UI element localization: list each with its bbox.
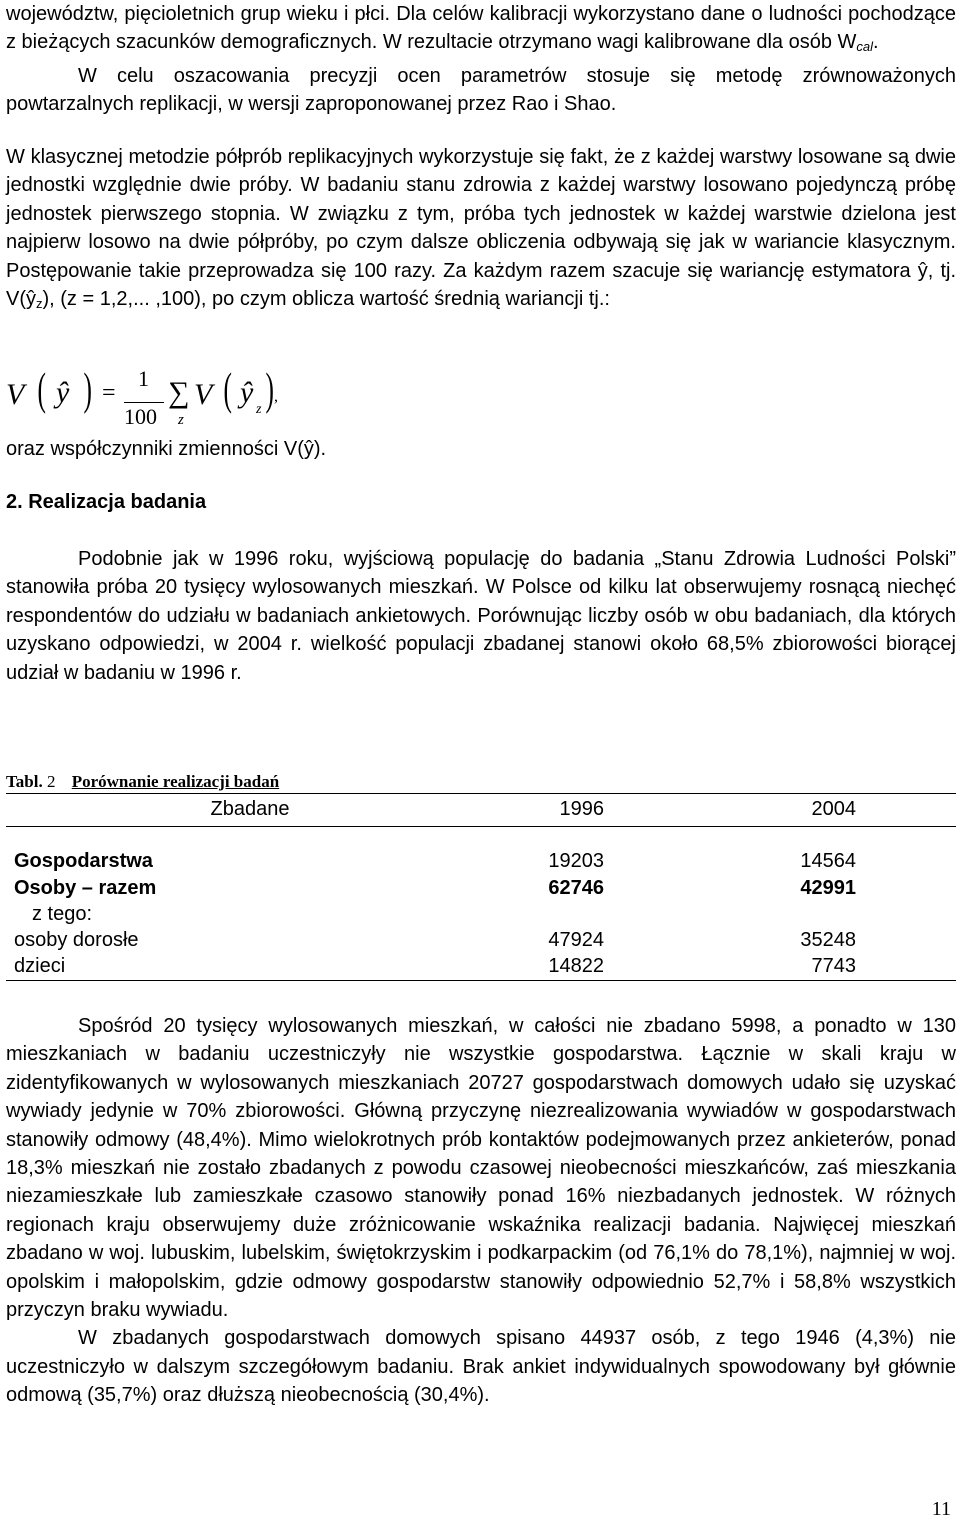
table-header-zbadane: Zbadane — [210, 798, 290, 820]
subscript-cal: cal — [856, 39, 873, 55]
formula-yhat-left: ŷ — [56, 376, 70, 409]
replication-text: W klasycznej metodzie półprób replikacyjnych wykorzystuje się fakt, że z każdej warstwy losowane są dwie jednostki względnie dwie próby. W badaniu stanu zdrowia z każdej warstwy losowano pojedynczą próbę jednostek pierwszego stopnia. W związku z tym, próba tych jednostek w każdej warstwie dzielona jest najpierw losowo na dwie półpróby, po czym dalsze obliczenia odbywają się jak w wariancie klasycznym. Postępowanie takie przeprowadza się 100 razy. Za każdym razem szacuje się wariancję estymatora ŷ, tj. V(ŷ — [6, 146, 956, 311]
formula-yhat-right: ŷ — [240, 376, 254, 409]
table-cell-2004: 35248 — [800, 929, 856, 951]
table-caption-number: 2 — [46, 772, 56, 791]
table-cell-1996: 47924 — [548, 929, 604, 951]
table-cell-1996: 19203 — [548, 850, 604, 872]
subscript-z: z — [36, 296, 43, 312]
intro-text: województw, pięcioletnich grup wieku i płci. Dla celów kalibracji wykorzystano dane o ludności pochodzące z bieżących szacunków demograficznych. W rezultacie otrzymano wagi kalibrowane dla osób W — [6, 3, 956, 54]
fraction-bar — [124, 402, 164, 403]
closing-paragraphs — [6, 1012, 956, 1410]
table-cell-2004: 14564 — [800, 850, 856, 872]
individual-survey-paragraph: W zbadanych gospodarstwach domowych spisano 44937 osób, z tego 1946 (4,3%) nie uczestniczyło w dalszym szczegółowym badaniu. Brak ankiet indywidualnych spowodowany był głównie odmową (35,7%) oraz dłuższą nieobecnością (30,4%). — [6, 1327, 956, 1407]
table-row-label: z tego: — [32, 903, 93, 925]
table-row-label: Gospodarstwa — [14, 850, 153, 872]
intro-paragraph — [6, 0, 956, 119]
formula-denominator: 100 — [124, 404, 157, 429]
page-number: 11 — [931, 1498, 951, 1520]
table-top-rule — [6, 793, 956, 794]
formula-paren-open-right: ( — [223, 363, 232, 414]
formula-sigma: ∑ — [168, 376, 190, 409]
replication-text-end: ), (z = 1,2,... ,100), po czym oblicza wartość średnią wariancji tj.: — [42, 288, 610, 311]
table-caption-title: Porównanie realizacji badań — [71, 772, 280, 791]
formula-numerator: 1 — [138, 366, 149, 391]
comparison-table — [0, 795, 960, 985]
table-caption — [6, 772, 279, 792]
formula-paren-close-right: ) — [265, 363, 274, 414]
formula-v-left: V — [6, 378, 25, 411]
table-caption-label: Tabl. — [6, 772, 43, 791]
realization-text: Podobnie jak w 1996 roku, wyjściową populację do badania „Stanu Zdrowia Ludności Polski” stanowiła próba 20 tysięcy wylosowanych mieszkań. W Polsce od kilku lat obserwujemy rosnącą niechęć respondentów do udziału w badaniach ankietowych. Porównując liczby osób w obu badaniach, dla których uzyskano odpowiedzi, w 2004 r. wielkość populacji zbadanej stanowi około 68,5% zbiorowości biorącej udział w badaniu w 1996 r. — [6, 548, 956, 684]
formula-v-right: V — [194, 378, 213, 411]
variance-formula — [6, 363, 306, 432]
table-row-label: Osoby – razem — [14, 877, 157, 899]
table-cell-2004: 42991 — [800, 877, 856, 899]
table-row-label: dzieci — [14, 955, 66, 977]
formula-comma: , — [274, 388, 278, 405]
table-cell-2004: 7743 — [811, 955, 856, 977]
formula-paren-close-left: ) — [83, 363, 92, 414]
table-cell-1996: 14822 — [548, 955, 604, 977]
formula-equals: = — [102, 380, 116, 406]
formula-paren-open-left: ( — [37, 363, 46, 414]
formula-sum-index: z — [178, 412, 184, 428]
table-cell-1996: 62746 — [548, 877, 604, 899]
precision-paragraph: W celu oszacowania precyzji ocen parametrów stosuje się metodę zrównoważonych powtarzalnych replikacji, w wersji zaproponowanej przez Rao i Shao. — [6, 64, 956, 116]
section-heading: 2. Realizacja badania — [6, 491, 207, 513]
formula-sub-right: z — [256, 402, 262, 417]
realization-paragraph — [6, 545, 956, 687]
nonresponse-paragraph: Spośród 20 tysięcy wylosowanych mieszkań, w całości nie zbadano 5998, a ponadto w 130 mieszkaniach w badaniu uczestniczyły nie wszystkie gospodarstwa. Łącznie w skali kraju w zidentyfikowanych w wylosowanych mieszkaniach 20727 gospodarstwach domowych udało się uzyskać wywiady jedynie w 70% zbiorowości. Główną przyczynę niezrealizowania wywiadów w gospodarstwach stanowiły odmowy (48,4%). Mimo wielokrotnych prób kontaktów podejmowanych przez ankieterów, ponad 18,3% mieszkań nie zostało zbadanych z powodu czasowej nieobecności mieszkańców, zaś mieszkania niezamieszkałe lub zamieszkałe czasowo stanowiły ponad 16% niezbadanych jednostek. W różnych regionach kraju obserwujemy duże zróżnicowanie wskaźnika realizacji badania. Najwięcej mieszkań zbadano w woj. lubuskim, lubelskim, świętokrzyskim i podkarpackim (od 76,1% do 78,1%), najmniej w woj. opolskim i małopolskim, gdzie odmowy gospodarstw stanowiły odpowiednio 52,7% i 58,8% wszystkich przyczyn braku wywiadu. — [6, 1015, 956, 1322]
table-row-label: osoby dorosłe — [14, 929, 139, 951]
coefficient-text: oraz współczynniki zmienności V(ŷ). — [6, 438, 327, 460]
replication-paragraph — [6, 143, 956, 318]
table-header-1996: 1996 — [559, 798, 604, 820]
intro-text-end: . — [873, 31, 879, 54]
table-header-2004: 2004 — [811, 798, 856, 820]
